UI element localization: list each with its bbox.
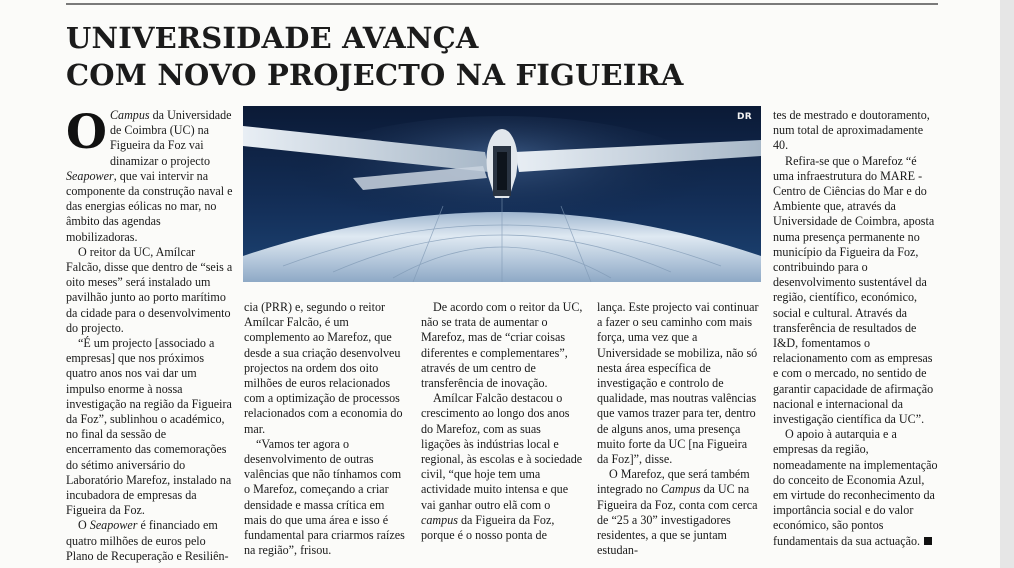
- photo-credit: DR: [736, 112, 752, 122]
- wind-turbine-illustration: [243, 106, 761, 282]
- paragraph: [421, 300, 583, 391]
- paragraph: [66, 336, 233, 518]
- body-text: da Figueira da Foz, porque é o nosso ponta de: [421, 512, 555, 543]
- paragraph: [244, 300, 407, 437]
- article-column-3: [421, 300, 583, 543]
- article-column-1: [66, 105, 233, 564]
- paragraph: [597, 467, 760, 558]
- paragraph: [773, 427, 939, 549]
- body-text: O: [78, 518, 90, 533]
- wind-turbine-photo: [243, 106, 761, 282]
- article-column-5: [773, 108, 939, 549]
- body-text: De acordo com o reitor da UC, não se trata de aumentar o Marefoz, mas de “criar coisas diferentes e complementares”, através de um centro de transferência de inovação.: [421, 300, 583, 391]
- body-text: da UC na Figueira da Foz, conta com cerca de “25 a 30” investigadores residentes, a que se juntam estudan-: [597, 482, 758, 558]
- body-text: O apoio à autarquia e a empresas da região, nomeadamente na implementação do conceito de Economia Azul, em virtude do reconhecimento da importância social e do valor económico, são pontos fundamentais da sua actuação.: [773, 427, 938, 548]
- body-text: O Marefoz, que será também integrado no: [597, 467, 750, 497]
- headline: [66, 20, 684, 94]
- body-text: Refira-se que o Marefoz “é uma infraestrutura do MARE - Centro de Ciências do Mar e do Ambiente que, através da Universidade de Coimbra, aposta numa presença permanente no município da Figueira da Foz, contribuindo para o desenvolvimento sustentável da região, científico, económico, social e cultural. Através da transferência de resultados de I&D, fomentamos o relacionamento com as empresas e com o mercado, no sentido de garantir capacidade de afirmação nacional e internacional da investigação científica da UC”.: [773, 153, 935, 427]
- paragraph: [421, 391, 583, 543]
- body-text: da Universidade de Coimbra (UC) na Figueira da Foz vai dinamizar o projecto: [109, 108, 232, 168]
- paragraph: [66, 245, 233, 336]
- italic-text: Campus: [660, 482, 701, 497]
- paragraph: [244, 437, 407, 559]
- paragraph: [773, 108, 939, 154]
- paragraph: [66, 105, 233, 245]
- end-of-article-mark: [924, 537, 932, 545]
- italic-text: campus: [421, 512, 458, 527]
- body-text: Amílcar Falcão destacou o crescimento ao longo dos anos do Marefoz, com as suas ligações às indústrias local e regional, às escolas e à sociedade civil, “que hoje tem uma actividade muito intensa e que vai ganhar outro elã com o: [421, 391, 583, 512]
- body-text: tes de mestrado e doutoramento, num total de aproximadamente 40.: [773, 108, 930, 153]
- paragraph: [66, 518, 233, 564]
- top-rule: [66, 3, 938, 5]
- article-column-4: [597, 300, 760, 558]
- paragraph: [773, 154, 939, 428]
- body-text: O reitor da UC, Amílcar Falcão, disse que dentro de “seis a oito meses” será instalado um pavilhão junto ao porto marítimo da cidade para o desenvolvimento do projecto.: [66, 244, 233, 335]
- paragraph: [597, 300, 760, 467]
- body-text: “É um projecto [associado a empresas] que nos próximos quatro anos nos vai dar um impulso enorme à nossa investigação na região da Figueira da Foz”, sublinhou o académico, no final da sessão de encerramento das comemorações do sétimo aniversário do Laboratório Marefoz, instalado na incubadora de empresas da Figueira da Foz.: [66, 336, 232, 518]
- headline-line-1: UNIVERSIDADE AVANÇA: [66, 21, 479, 55]
- headline-line-2: COM NOVO PROJECTO NA FIGUEIRA: [66, 58, 684, 92]
- italic-text: Campus: [109, 108, 150, 122]
- body-text: “Vamos ter agora o desenvolvimento de outras valências que não tínhamos com o Marefoz, começando a criar densidade e massa crítica em mais do que uma área e isso é fundamental para criarmos raízes na região”, frisou.: [244, 436, 405, 558]
- italic-text: Seapower: [89, 518, 138, 533]
- drop-cap: O: [66, 105, 107, 160]
- body-text: lança. Este projecto vai continuar a fazer o seu caminho com mais força, uma vez que a Universidade se mobiliza, não só nesta área específica de investigação e controlo de qualidade, mas noutras valências que vamos trazer para ter, dentro de alguns anos, uma presença muito forte da UC [na Figueira da Foz]”, disse.: [597, 300, 759, 467]
- page-margin: [1000, 0, 1014, 568]
- italic-text: Seapower: [66, 168, 114, 183]
- body-text: , que vai intervir na componente da construção naval e das energias eólicas no mar, no âmbito das agendas mobilizadoras.: [66, 168, 233, 244]
- article-column-2: [244, 300, 407, 558]
- body-text: é financiado em quatro milhões de euros pelo Plano de Recuperação e Resiliên-: [66, 518, 229, 563]
- body-text: cia (PRR) e, segundo o reitor Amílcar Falcão, é um complemento ao Marefoz, que desde a sua criação desenvolveu projectos na ordem dos oito milhões de euros relacionados com a optimização de processos relacionados com a economia do mar.: [244, 300, 403, 436]
